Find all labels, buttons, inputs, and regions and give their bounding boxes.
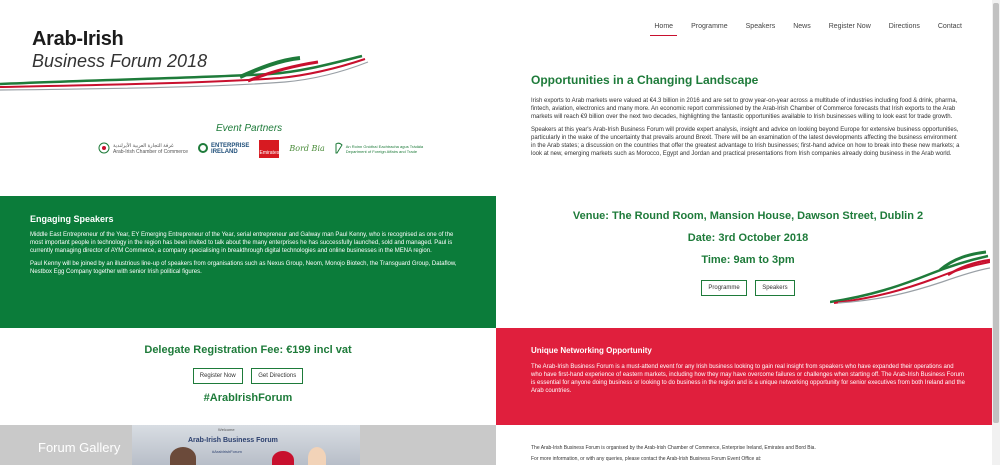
nav-programme[interactable]: Programme [691, 23, 728, 30]
enterprise-ireland-icon [198, 143, 208, 155]
get-directions-button[interactable]: Get Directions [251, 368, 303, 384]
enterprise-ireland-logo[interactable] [198, 143, 249, 155]
enterprise-ireland-logo-text: ENTERPRISE IRELAND [211, 143, 250, 155]
footer-line-2: For more information, or with any queries, please contact the Arab-Irish Business Forum Event Office at: [531, 456, 762, 462]
photo-banner-title: Arab-Irish Business Forum [188, 437, 278, 444]
hashtag[interactable]: #ArabIrishForum [203, 392, 293, 404]
nav-home[interactable]: Home [650, 22, 677, 36]
swoosh-graphic [0, 50, 370, 100]
chamber-logo-text: غرفة التجارة العربية الأيرلندية Arab-Irish Chamber of Commerce [113, 143, 189, 155]
partner-logos [98, 140, 423, 158]
dfa-logo-text: An Roinn Gnóthaí Eachtracha agus Trádála Department of Foreign Affairs and Trade [345, 144, 424, 154]
date-text: Date: 3rd October 2018 [687, 232, 809, 244]
footer-line-1: The Arab-Irish Business Forum is organised by the Arab-Irish Chamber of Commerce, Enterprise Ireland, Emirates and Bord Bia. [531, 445, 816, 451]
nav-news[interactable]: News [793, 23, 811, 30]
nav-directions[interactable]: Directions [888, 23, 920, 30]
time-text: Time: 9am to 3pm [701, 254, 795, 266]
networking-text: The Arab-Irish Business Forum is a must-attend event for any Irish business looking to gain real insight from speakers who have expanded their operations and who have first-hand experience of eastern markets, including how they may have overcome failures or challenges when starting off. The Arab-Irish Business Forum is essential for anyone doing business or looking to do business in the region and is a unique networking opportunity for senior executives from both Ireland and the Arab countries. [531, 364, 965, 394]
scrollbar-thumb[interactable] [993, 3, 999, 423]
emirates-logo[interactable]: Emirates [259, 140, 279, 158]
speakers-paragraph-2: Paul Kenny will be joined by an illustrious line-up of speakers from organisations such as Nexus Group, Neom, Monojo Biotech, the Transguard Group, Dataflow, Nestbox Egg Company together with senior Irish political figures. [30, 261, 457, 275]
bord-bia-logo[interactable] [289, 146, 324, 152]
venue-section [496, 196, 1000, 328]
speakers-title: Engaging Speakers [30, 214, 114, 224]
intro-paragraph-2: Speakers at this year's Arab-Irish Business Forum will provide expert analysis, insight and advice on looking beyond Europe for extensive business opportunities, particularly in the wake of the uncertainty that prevails around Brexit. There will be an examination of the latest developments affecting the business environment in the Arab states; a discussion on the countries that offer the greatest advantage to Irish businesses; first-hand advice on how to break into these new markets; a look at new, emerging markets such as Morocco, Egypt and Jordan and practical presentations from Irish companies already doing business in the Arab world. [531, 127, 960, 157]
chamber-logo[interactable] [98, 142, 188, 156]
person-figure [170, 447, 196, 465]
speakers-button[interactable]: Speakers [755, 280, 794, 296]
dfa-logo[interactable] [335, 142, 423, 156]
programme-button[interactable]: Programme [701, 280, 746, 296]
photo-banner-hashtag: #ArabIrishForum [212, 449, 242, 454]
speakers-section [0, 196, 496, 328]
person-figure [272, 451, 294, 465]
networking-title: Unique Networking Opportunity [531, 346, 652, 355]
registration-fee: Delegate Registration Fee: €199 incl vat [144, 344, 352, 356]
main-nav [650, 22, 966, 36]
gallery-photo[interactable] [132, 425, 360, 465]
intro-section [531, 73, 963, 163]
brand-title: Arab-Irish [32, 28, 124, 50]
harp-icon [335, 142, 343, 156]
networking-section [496, 328, 1000, 425]
partners-title: Event Partners [216, 123, 283, 134]
chamber-icon [98, 142, 110, 156]
intro-title: Opportunities in a Changing Landscape [531, 73, 759, 87]
bord-bia-logo-text: Bord Bia [289, 144, 325, 153]
brand-subtitle: Business Forum 2018 [32, 51, 208, 71]
nav-speakers[interactable]: Speakers [745, 23, 776, 30]
registration-section [0, 328, 496, 425]
speakers-paragraph-1: Middle East Entrepreneur of the Year, EY Emerging Entrepreneur of the Year, serial entrepreneur and Galway man Paul Kenny, who is recognised as one of the most important people in technology in the region has been invited to talk about the many enterprises he has successfully launched, sold and managed. Paul is currently managing director of AYM Commerce, a company specialising in breakthrough digital technologies and online businesses in the MENA region. [30, 232, 454, 254]
nav-contact[interactable]: Contact [937, 23, 962, 30]
gallery-title: Forum Gallery [38, 440, 121, 455]
venue-text: Venue: The Round Room, Mansion House, Dawson Street, Dublin 2 [572, 210, 924, 222]
swoosh-graphic-small [830, 246, 990, 304]
scrollbar[interactable] [992, 0, 1000, 465]
gallery-section [0, 425, 496, 465]
photo-welcome-text: Welcome [218, 427, 235, 432]
person-figure [308, 447, 326, 465]
intro-paragraph-1: Irish exports to Arab markets were valued at €4.3 billion in 2016 and are set to grow year-on-year across a multitude of industries including food & drink, pharma, fintech, aviation, electronics and many more. An economic report commissioned by the Arab-Irish Chamber of Commerce forecasts that Irish exports to the Arab markets will reach €9 billion over the next two decades, highlighting the fantastic opportunities available to Irish businesses willing to look east for trade growth. [531, 98, 958, 120]
footer-section [496, 425, 1000, 465]
register-now-button[interactable]: Register Now [193, 368, 243, 384]
nav-register-now[interactable]: Register Now [828, 23, 871, 30]
